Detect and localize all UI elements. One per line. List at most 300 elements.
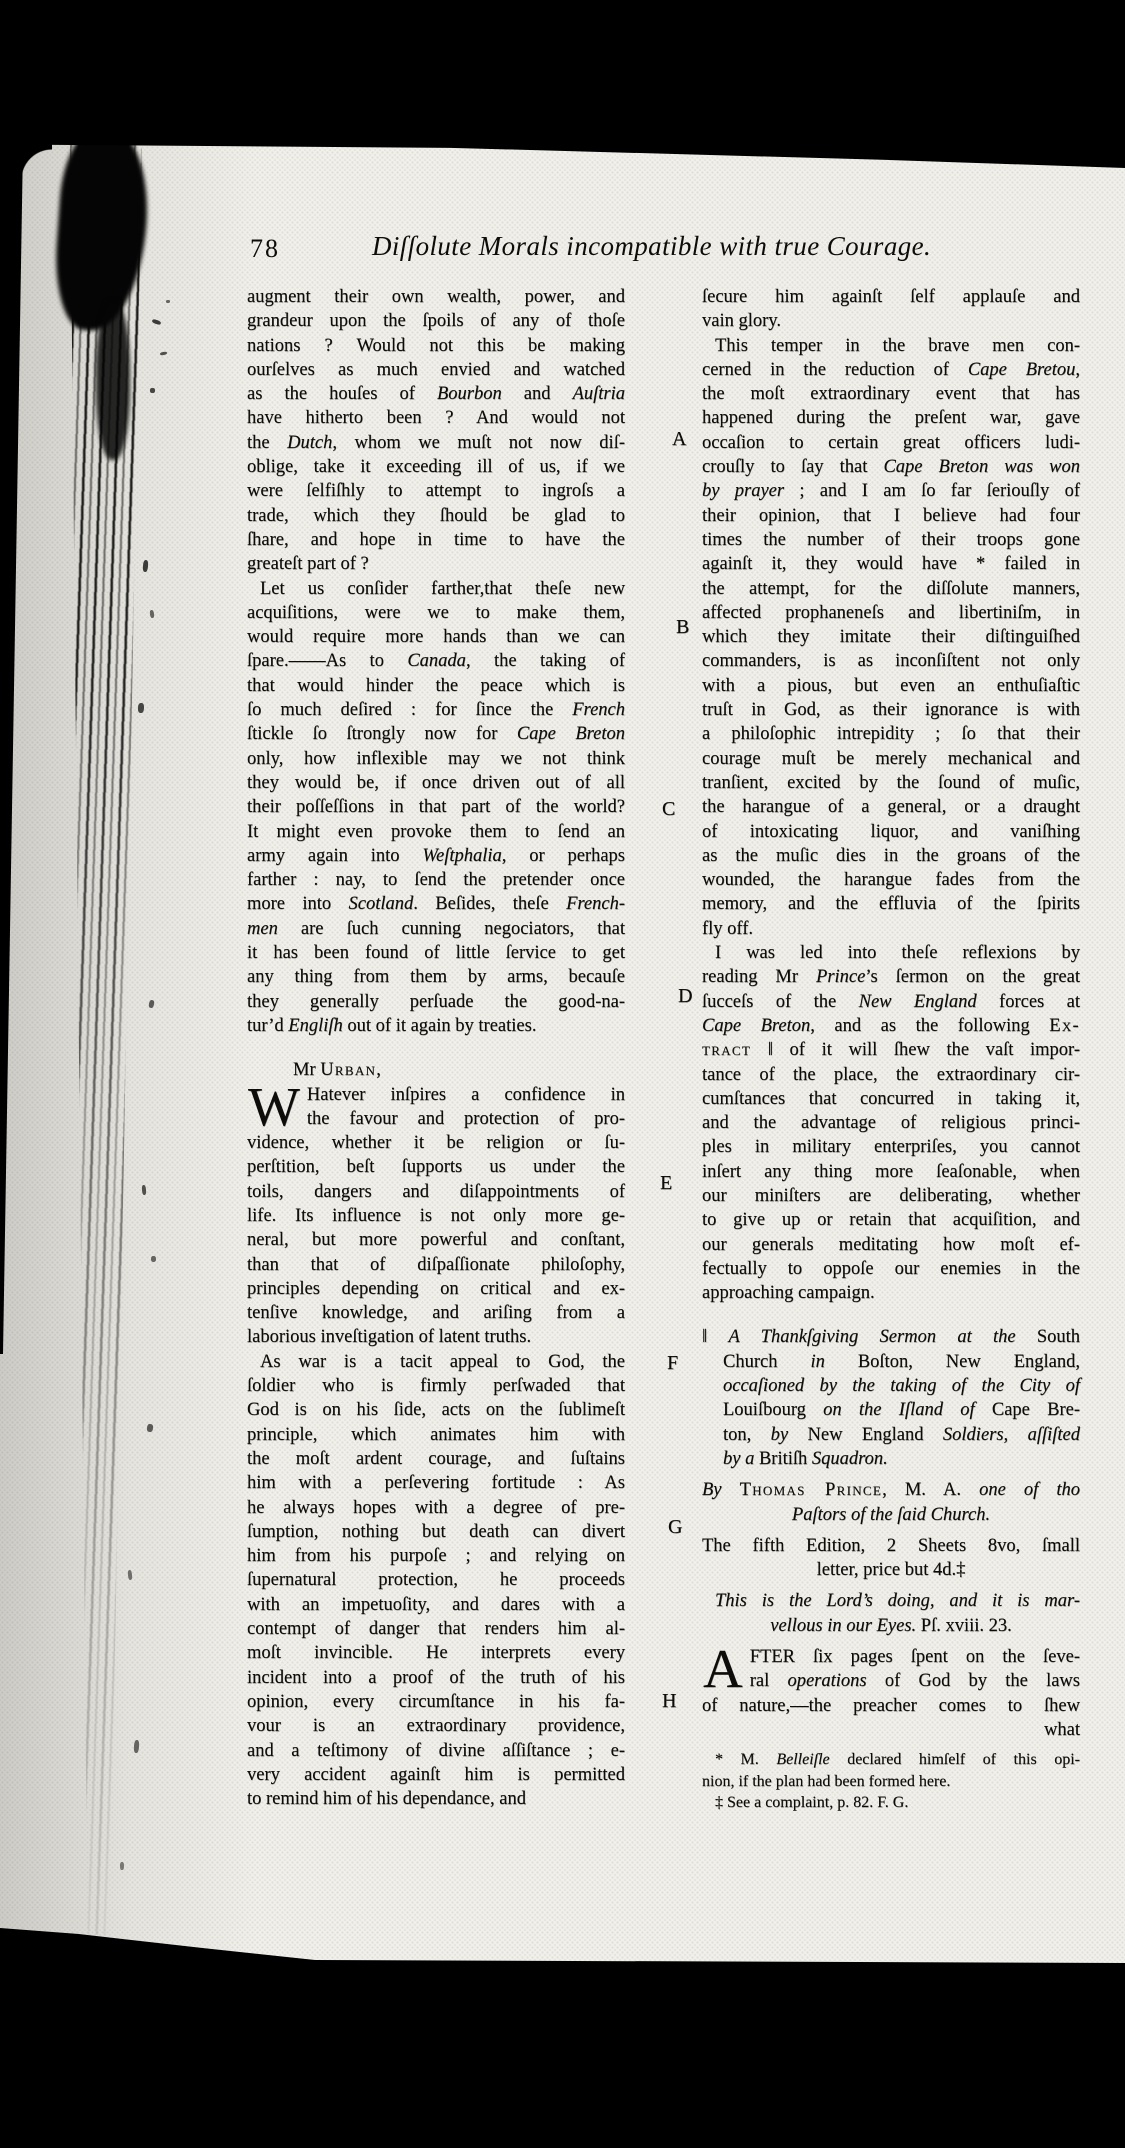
text-segment: ſtickle ſo ſtrongly now for (247, 724, 517, 745)
left-column (247, 285, 625, 1811)
text-segment: ſhare, and hope in time to have the (247, 529, 625, 550)
text-segment: The fifth Edition, 2 Sheets 8vo, ſmall (702, 1535, 1080, 1556)
text-line (247, 1325, 625, 1349)
text-line (247, 698, 625, 722)
text-segment: crouſly to ſay that (702, 457, 884, 478)
text-segment: ral (749, 1671, 788, 1692)
text-line (247, 868, 625, 892)
text-line (702, 1614, 1080, 1638)
text-segment: life. Its influence is not only more ge- (247, 1205, 625, 1226)
text-line (702, 844, 1080, 868)
text-line (702, 1038, 1080, 1062)
text-line (702, 1589, 1080, 1613)
text-line (247, 1496, 625, 1520)
text-segment: the moſt ardent courage, and ſuſtains (247, 1448, 625, 1469)
text-segment: ſpare.——As to (247, 651, 408, 672)
text-line (247, 285, 625, 309)
text-segment: vain glory. (702, 311, 781, 332)
text-line (247, 577, 625, 601)
text-segment: what (1044, 1719, 1080, 1740)
text-segment: nations ? Would not this be making (247, 335, 625, 356)
text-segment: tenſive knowledge, and ariſing from a (247, 1303, 625, 1324)
text-segment: French (572, 700, 625, 721)
text-line (247, 504, 625, 528)
ink-speck (151, 1256, 156, 1262)
text-line (702, 722, 1080, 746)
text-segment: , the taking of (465, 651, 625, 672)
text-segment: , (376, 1060, 381, 1081)
text-segment: were ſelfiſhly to attempt to ingroſs a (247, 481, 625, 502)
text-segment: ſecure him againſt ſelf applauſe and (702, 287, 1080, 307)
text-segment: reading Mr (702, 967, 817, 988)
text-line (702, 892, 1080, 916)
text-segment: ‖ (702, 1327, 729, 1348)
text-segment: and the advantage of religious princi- (702, 1113, 1080, 1134)
text-segment: it has been found of little ſervice to get (247, 943, 625, 964)
text-line (247, 1690, 625, 1714)
text-line (247, 1301, 625, 1325)
margin-letter-F: F (667, 1352, 679, 1374)
running-title: Diſſolute Morals incompatible with true Courage. (372, 231, 932, 261)
text-segment: ſupernatural protection, he proceeds (247, 1570, 625, 1591)
text-segment: letter, price but 4d.‡ (816, 1560, 966, 1581)
text-line (247, 552, 625, 576)
text-segment: This is the Lord’s doing, and it is mar- (715, 1591, 1080, 1612)
text-segment: Let us conſider farther,that theſe new (260, 578, 625, 599)
text-segment: times the number of their troops gone (702, 529, 1080, 550)
text-segment: Scotland (348, 894, 414, 915)
text-segment: forces at (976, 991, 1080, 1012)
text-segment: againſt it, they would have * failed in (702, 554, 1080, 575)
scan-border-top (0, 0, 1125, 168)
text-segment: augment their own wealth, power, and (247, 287, 625, 307)
footnote-line (702, 1792, 1080, 1813)
text-segment: with a pious, but even an enthuſiaſtic (702, 675, 1080, 696)
text-segment: in (810, 1351, 825, 1372)
text-line (702, 1558, 1080, 1582)
text-segment: principle, which animates him with (247, 1424, 625, 1445)
text-segment: operations (787, 1671, 867, 1692)
text-line (247, 479, 625, 503)
page-corner (16, 144, 52, 180)
text-line (702, 285, 1080, 309)
text-line (702, 747, 1080, 771)
text-segment: truſt in God, as their ignorance is with (702, 700, 1080, 721)
text-line (247, 1666, 625, 1690)
text-line (247, 722, 625, 746)
text-line (247, 1447, 625, 1471)
text-segment: principles depending on critical and ex- (247, 1278, 625, 1299)
text-segment: that would hinder the peace which is (247, 675, 625, 696)
text-segment: the favour and protection of pro- (306, 1108, 625, 1129)
text-line (247, 1471, 625, 1495)
text-segment: cumſtances that concurred in taking it, (702, 1088, 1080, 1109)
text-segment: Prince (816, 967, 866, 988)
text-segment: him from his purpoſe ; and relying on (247, 1546, 625, 1567)
text-segment: * M. (715, 1751, 777, 1769)
text-segment: the moſt extraordinary event that has (702, 384, 1080, 405)
text-segment: A Thankſgiving Sermon at the (728, 1327, 1016, 1348)
text-segment: Urban (320, 1060, 377, 1081)
text-segment: Auſtria (572, 384, 625, 405)
text-line (702, 990, 1080, 1014)
text-segment: ſoldier who is firmly perſwaded that (247, 1376, 625, 1397)
text-segment: to remind him of his dependance, and (247, 1789, 526, 1810)
text-line (247, 601, 625, 625)
text-line (247, 382, 625, 406)
text-segment: on the Iſland of (823, 1400, 975, 1421)
text-line (247, 1228, 625, 1252)
text-segment: tur’d (247, 1015, 289, 1036)
text-line (702, 455, 1080, 479)
text-segment: Cape Breton (516, 724, 625, 745)
text-segment: vidence, whether it be religion or ſu- (247, 1133, 625, 1154)
text-line (247, 1617, 625, 1641)
text-segment: vour is an extraordinary providence, (247, 1716, 625, 1737)
right-column (702, 285, 1080, 1813)
text-segment: their poſſeſſions in that part of the world? (247, 797, 625, 818)
margin-letter-E: E (660, 1172, 673, 1194)
text-segment: Cape Breton was won (883, 457, 1081, 478)
text-line (702, 1718, 1080, 1742)
text-line (702, 406, 1080, 430)
text-line (247, 917, 625, 941)
text-line (247, 649, 625, 673)
text-line (247, 455, 625, 479)
text-segment: one of tho (979, 1480, 1080, 1501)
text-segment: Britiſh (754, 1448, 812, 1469)
text-line (702, 1111, 1080, 1135)
text-segment: New England (788, 1424, 943, 1445)
text-segment: Pſ. xviii. 23. (916, 1615, 1012, 1636)
text-line (702, 868, 1080, 892)
text-line (702, 649, 1080, 673)
text-line (702, 674, 1080, 698)
text-segment: neral, but more powerful and conſtant, (247, 1230, 625, 1251)
text-segment: South (1015, 1327, 1080, 1348)
text-segment: any thing from them by arms, becauſe (247, 967, 625, 988)
text-segment: him with a perſevering fortitude : As (247, 1473, 625, 1494)
text-line (702, 479, 1080, 503)
text-segment: inſert any thing more ſeaſonable, when (702, 1161, 1080, 1182)
text-segment: God is on his ſide, acts on the ſublimeſt (247, 1400, 625, 1421)
text-segment: ; and I am ſo far ſeriouſly of (784, 481, 1080, 502)
text-segment: New England (858, 991, 977, 1012)
text-segment: toils, dangers and diſappointments of (247, 1181, 625, 1202)
text-segment: approaching campaign. (702, 1283, 875, 1304)
text-line (702, 1534, 1080, 1558)
text-segment: Dutch (287, 432, 333, 453)
text-line (702, 795, 1080, 819)
text-segment: ſo much deſired : for ſince the (247, 700, 573, 721)
text-segment: opinion, every circumſtance in his fa- (247, 1691, 625, 1712)
text-line (247, 1058, 625, 1082)
text-line (702, 1014, 1080, 1038)
text-segment: and (501, 384, 573, 405)
text-line (702, 358, 1080, 382)
text-segment: nion, if the plan had been formed here. (702, 1772, 951, 1790)
text-line (702, 1478, 1080, 1502)
text-segment: Canada (407, 651, 466, 672)
text-segment: he always hopes with a degree of pre- (247, 1497, 625, 1518)
text-segment: very accident againſt him is permitted (247, 1764, 625, 1785)
text-line (247, 990, 625, 1014)
text-line (247, 1253, 625, 1277)
text-line (702, 1374, 1080, 1398)
text-line (247, 1568, 625, 1592)
text-line (247, 1398, 625, 1422)
text-segment: by prayer (702, 481, 785, 502)
text-line (247, 795, 625, 819)
text-segment: Church (723, 1351, 811, 1372)
text-segment: by a (723, 1448, 755, 1469)
text-line (702, 601, 1080, 625)
text-line (702, 431, 1080, 455)
text-segment: than that of diſpaſſionate philoſophy, (247, 1254, 625, 1275)
text-segment: tract (702, 1040, 752, 1061)
text-segment: of nature,—the preacher comes to ſhew (702, 1695, 1080, 1716)
text-segment: affected prophaneneſs and libertiniſm, in (702, 602, 1080, 623)
text-line (247, 309, 625, 333)
text-segment: happened during the preſent war, gave (702, 408, 1080, 429)
text-segment: they generally perſuade the good-na- (247, 991, 625, 1012)
text-segment: , M. A. (882, 1480, 980, 1501)
text-line (702, 625, 1080, 649)
text-line (702, 1257, 1080, 1281)
text-segment: perſtition, beſt ſupports us under the (247, 1157, 625, 1178)
text-segment: Cape Breton (702, 1015, 811, 1036)
text-line (247, 771, 625, 795)
text-segment: ’s ſermon on the great (865, 967, 1080, 988)
text-segment: would require more hands than we can (247, 627, 625, 648)
text-segment: fectually to oppoſe our enemies in the (702, 1258, 1080, 1279)
text-line (247, 1714, 625, 1738)
text-segment: As war is a tacit appeal to God, the (260, 1351, 625, 1372)
text-line (247, 892, 625, 916)
text-segment: to give up or retain that acquiſition, and (702, 1210, 1080, 1231)
text-line (702, 334, 1080, 358)
text-segment: memory, and the effluvia of the ſpirits (702, 894, 1080, 915)
text-segment: It might even provoke them to ſend an (247, 821, 625, 842)
text-segment: . Beſides, theſe (413, 894, 567, 915)
text-line (247, 747, 625, 771)
text-segment: more into (247, 894, 349, 915)
margin-letter-C: C (662, 798, 676, 820)
text-line (702, 382, 1080, 406)
text-segment: a philoſophic intrepidity ; ſo that their (702, 724, 1080, 745)
text-line (702, 577, 1080, 601)
text-line (702, 1281, 1080, 1305)
text-line (702, 1208, 1080, 1232)
text-segment: fly off. (702, 918, 754, 939)
text-segment: men (247, 918, 278, 939)
margin-letter-A: A (672, 428, 687, 450)
text-segment: they would be, if once driven out of all (247, 772, 625, 793)
text-line (702, 309, 1080, 333)
text-line (247, 406, 625, 430)
text-segment: Bourbon (436, 384, 502, 405)
text-segment: Cape Bre- (974, 1400, 1080, 1421)
text-segment: , or perhaps (501, 845, 625, 866)
text-segment: acquiſitions, were we to make them, (247, 602, 625, 623)
text-line (247, 1204, 625, 1228)
text-segment: the (247, 432, 288, 453)
text-segment: their opinion, that I believe had four (702, 505, 1080, 526)
text-line (247, 334, 625, 358)
text-segment: out of it again by treaties. (342, 1015, 537, 1036)
text-line (702, 1087, 1080, 1111)
text-segment: Cape Bretou (967, 359, 1076, 380)
ink-speck (150, 388, 155, 393)
text-segment: I was led into theſe reflexions by (715, 943, 1080, 964)
text-segment: Thomas Prince (739, 1480, 883, 1501)
text-segment: courage muſt be merely mechanical and (702, 748, 1080, 769)
text-line (702, 1503, 1080, 1527)
text-segment: trade, which they ſhould be glad to (247, 505, 625, 526)
text-segment: greateſt part of ? (247, 554, 369, 575)
ink-speck (138, 703, 145, 713)
text-segment: and a teſtimony of divine aſſiſtance ; e- (247, 1740, 625, 1761)
text-segment: Boſton, New England, (824, 1351, 1080, 1372)
text-segment: FTER ſix pages ſpent on the ſeve- (749, 1647, 1080, 1668)
text-segment: ‡ See a complaint, p. 82. F. G. (715, 1793, 909, 1811)
text-line (247, 528, 625, 552)
text-line (247, 1014, 625, 1038)
text-line (247, 1787, 625, 1811)
text-line (702, 1669, 1080, 1693)
text-line (702, 528, 1080, 552)
text-segment: with an impetuoſity, and dares with a (247, 1594, 625, 1615)
text-line (702, 965, 1080, 989)
text-line (702, 1398, 1080, 1422)
text-line (702, 820, 1080, 844)
text-line (702, 941, 1080, 965)
text-line (702, 1325, 1080, 1349)
text-line (247, 1739, 625, 1763)
text-segment: wounded, the harangue fades from the (702, 870, 1080, 891)
text-segment: moſt invincible. He interprets every (247, 1643, 625, 1664)
text-segment: Squadron. (811, 1448, 888, 1469)
text-line (247, 1763, 625, 1787)
ink-speck (166, 300, 170, 303)
text-segment: of intoxicating liquor, and vaniſhing (702, 821, 1080, 842)
text-segment: by (770, 1424, 789, 1445)
text-segment: ſumption, nothing but death can divert (247, 1521, 625, 1542)
text-segment: , and as the following (810, 1015, 1050, 1036)
text-segment: laborious inveſtigation of latent truths. (247, 1327, 532, 1348)
text-segment: Belleiſle (776, 1751, 830, 1769)
text-line (247, 1155, 625, 1179)
text-line (702, 1447, 1080, 1471)
footnote-line (702, 1749, 1080, 1770)
text-segment: which they imitate their diſtinguiſhed (702, 627, 1080, 648)
text-segment: ſucceſs of the (702, 991, 859, 1012)
text-line (247, 820, 625, 844)
text-line (247, 1520, 625, 1544)
margin-letter-B: B (676, 616, 690, 638)
text-segment: commanders, is as inconſiſtent not only (702, 651, 1080, 672)
text-segment: the harangue of a general, or a draught (702, 797, 1080, 818)
text-line (702, 1135, 1080, 1159)
text-segment: our miniſters are deliberating, whether (702, 1185, 1080, 1206)
text-segment: Hatever inſpires a confidence in (306, 1084, 625, 1105)
text-line (702, 698, 1080, 722)
text-line (702, 1233, 1080, 1257)
text-segment: our generals meditating how moſt ef- (702, 1234, 1080, 1255)
text-line (247, 1350, 625, 1374)
text-segment: By (702, 1480, 740, 1501)
text-segment: vellous in our Eyes. (770, 1615, 917, 1636)
text-line (247, 1544, 625, 1568)
text-line (702, 1063, 1080, 1087)
text-line (247, 1641, 625, 1665)
text-segment: grandeur upon the ſpoils of any of thoſe (247, 311, 625, 332)
text-line (702, 1184, 1080, 1208)
text-segment: are ſuch cunning negociators, that (277, 918, 625, 939)
text-segment: as the muſic dies in the groans of the (702, 845, 1080, 866)
footnote-line (702, 1771, 1080, 1792)
ink-speck (120, 1862, 124, 1870)
text-line (247, 674, 625, 698)
text-segment: farther : nay, to ſend the pretender once (247, 870, 625, 891)
text-segment: tance of the place, the extraordinary cir- (702, 1064, 1080, 1085)
margin-letter-D: D (678, 985, 693, 1007)
text-segment: oblige, take it exceeding ill of us, if we (247, 457, 625, 478)
text-line (247, 941, 625, 965)
text-line (247, 844, 625, 868)
text-segment: the attempt, for the diſſolute manners, (702, 578, 1080, 599)
text-segment: occaſion to certain great officers ludi- (702, 432, 1080, 453)
page-number: 78 (250, 234, 280, 263)
text-line (247, 1374, 625, 1398)
text-segment: Mr (293, 1060, 321, 1081)
text-segment: ourſelves as much envied and watched (247, 359, 625, 380)
text-line (247, 358, 625, 382)
text-segment: cerned in the reduction of (702, 359, 968, 380)
text-segment: army again into (247, 845, 423, 866)
text-segment: Engliſh (288, 1015, 343, 1036)
margin-letter-G: G (668, 1516, 683, 1538)
text-line (247, 1180, 625, 1204)
text-segment: as the houſes of (247, 384, 437, 405)
text-line (702, 1694, 1080, 1718)
text-segment: This temper in the brave men con- (715, 335, 1080, 356)
text-segment: Ex- (1049, 1015, 1080, 1036)
text-segment: , (1075, 359, 1081, 380)
text-line (247, 1423, 625, 1447)
text-line (247, 1131, 625, 1155)
text-line (247, 625, 625, 649)
text-segment: occaſioned by the taking of the City of (723, 1376, 1080, 1397)
text-segment: French- (566, 894, 625, 915)
text-segment: have hitherto been ? And would not (247, 408, 625, 429)
text-line (702, 1160, 1080, 1184)
text-segment: , whom we muſt not now diſ- (332, 432, 625, 453)
text-segment: only, how inflexible may we not think (247, 748, 625, 769)
text-line (702, 504, 1080, 528)
text-segment: ‖ of it will ſhew the vaſt impor- (751, 1040, 1080, 1061)
margin-letter-H: H (662, 1690, 677, 1712)
binding-ink-blob (96, 300, 130, 460)
text-segment: contempt of danger that renders him al- (247, 1619, 625, 1640)
drop-cap-letter: W (248, 1075, 300, 1137)
text-line (702, 917, 1080, 941)
text-line (702, 1350, 1080, 1374)
drop-cap-letter: A (703, 1638, 743, 1700)
text-line (702, 771, 1080, 795)
text-segment: ples in military enterpriſes, you cannot (702, 1137, 1080, 1158)
text-line (247, 431, 625, 455)
